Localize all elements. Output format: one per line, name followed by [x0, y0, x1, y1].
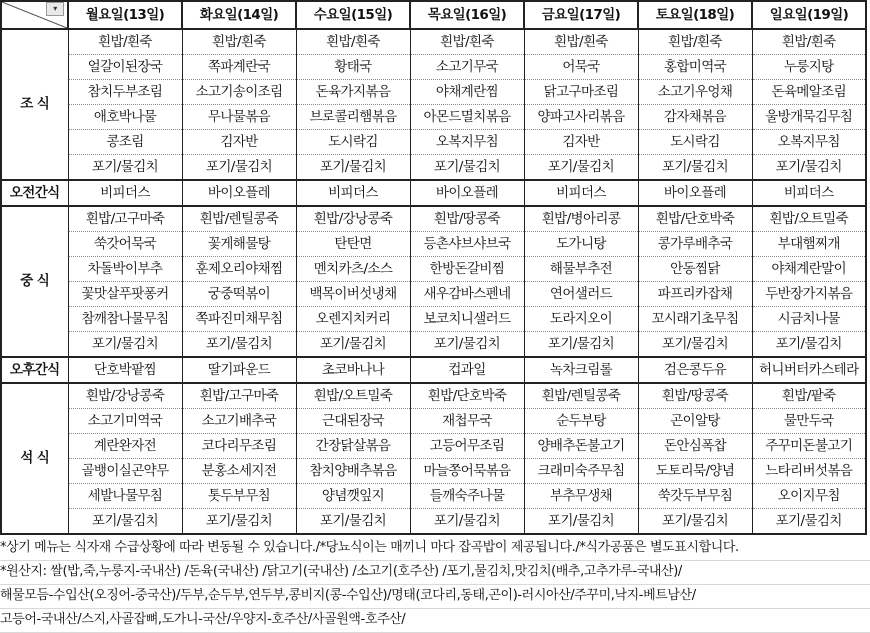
- day-header: 목요일(16일): [410, 1, 524, 29]
- menu-cell: 오복지무침: [410, 130, 524, 155]
- menu-cell: 검은콩두유: [638, 357, 752, 383]
- menu-cell: 포기/물김치: [296, 509, 410, 535]
- menu-cell: 흰밥/오트밀죽: [752, 206, 866, 232]
- filter-dropdown-icon[interactable]: ▾: [46, 2, 64, 16]
- menu-cell: 얼갈이된장국: [68, 55, 182, 80]
- menu-cell: 꼬시래기초무침: [638, 307, 752, 332]
- menu-cell: 포기/물김치: [524, 155, 638, 181]
- menu-cell: 콩가루배추국: [638, 232, 752, 257]
- menu-cell: 쪽파진미채무침: [182, 307, 296, 332]
- menu-row: [1, 55, 866, 80]
- menu-row: [1, 459, 866, 484]
- menu-cell: 골뱅이실곤약무: [68, 459, 182, 484]
- menu-cell: 도가니탕: [524, 232, 638, 257]
- menu-cell: 느타리버섯볶음: [752, 459, 866, 484]
- menu-cell: 돈육가지볶음: [296, 80, 410, 105]
- menu-cell: 컵과일: [410, 357, 524, 383]
- menu-cell: 부추무생채: [524, 484, 638, 509]
- day-header: 월요일(13일): [68, 1, 182, 29]
- note-line: *상기 메뉴는 식자재 수급상황에 따라 변동될 수 있습니다./*당뇨식이는 매끼니 마다 잡곡밥이 제공됩니다./*식가공품은 별도표시합니다.: [0, 540, 739, 555]
- menu-cell: 홍합미역국: [638, 55, 752, 80]
- menu-cell: 두반장가지볶음: [752, 282, 866, 307]
- menu-cell: 야채계란찜: [410, 80, 524, 105]
- note-line: 고등어-국내산/스지,사골잡뼈,도가니-국산/우양지-호주산/사골원액-호주산/: [0, 612, 406, 627]
- menu-cell: 포기/물김치: [296, 332, 410, 358]
- day-header: 토요일(18일): [638, 1, 752, 29]
- menu-cell: 오렌지치커리: [296, 307, 410, 332]
- menu-cell: 감자채볶음: [638, 105, 752, 130]
- menu-cell: 비피더스: [752, 180, 866, 206]
- menu-cell: 울방개묵김무침: [752, 105, 866, 130]
- menu-cell: 차돌박이부추: [68, 257, 182, 282]
- menu-cell: 포기/물김치: [410, 155, 524, 181]
- menu-cell: 흰밥/단호박죽: [410, 383, 524, 409]
- menu-cell: 보코치니샐러드: [410, 307, 524, 332]
- menu-row: [1, 257, 866, 282]
- menu-cell: 순두부탕: [524, 409, 638, 434]
- menu-cell: 세발나물무침: [68, 484, 182, 509]
- menu-cell: 포기/물김치: [524, 509, 638, 535]
- menu-cell: 허니버터카스테라: [752, 357, 866, 383]
- note-line: 해물모듬-수입산(오징어-중국산)/두부,순두부,연두부,콩비지(콩-수입산)/명태(코다리,동태,곤이)-러시아산/주꾸미,낙지-베트남산/: [0, 588, 696, 603]
- menu-cell: 흰밥/흰죽: [410, 29, 524, 55]
- day-header: 수요일(15일): [296, 1, 410, 29]
- menu-cell: 도시락김: [296, 130, 410, 155]
- menu-cell: 돈안심폭찹: [638, 434, 752, 459]
- menu-cell: 양파고사리볶음: [524, 105, 638, 130]
- menu-cell: 김자반: [524, 130, 638, 155]
- menu-row: [1, 206, 866, 232]
- menu-cell: 흰밥/병아리콩: [524, 206, 638, 232]
- menu-cell: 초코바나나: [296, 357, 410, 383]
- menu-cell: 쑥갓두부무침: [638, 484, 752, 509]
- menu-cell: 흰밥/강낭콩죽: [296, 206, 410, 232]
- menu-row: [1, 332, 866, 358]
- menu-cell: 포기/물김치: [68, 332, 182, 358]
- menu-cell: 닭고구마조림: [524, 80, 638, 105]
- menu-cell: 흰밥/땅콩죽: [638, 383, 752, 409]
- menu-row: [1, 307, 866, 332]
- menu-cell: 흰밥/고구마죽: [68, 206, 182, 232]
- note-line: *원산지: 쌀(밥,죽,누룽지-국내산) /돈육(국내산) /닭고기(국내산) /소고기(호주산) /포기,물김치,맛김치(배추,고추가루-국내산)/: [0, 564, 682, 579]
- menu-cell: 흰밥/흰죽: [296, 29, 410, 55]
- menu-cell: 참치양배추볶음: [296, 459, 410, 484]
- menu-cell: 쑥갓어묵국: [68, 232, 182, 257]
- menu-cell: 비피더스: [524, 180, 638, 206]
- menu-cell: 포기/물김치: [68, 509, 182, 535]
- menu-cell: 소고기미역국: [68, 409, 182, 434]
- menu-cell: 크래미숙주무침: [524, 459, 638, 484]
- menu-cell: 흰밥/흰죽: [524, 29, 638, 55]
- menu-cell: 포기/물김치: [752, 332, 866, 358]
- menu-row: [1, 105, 866, 130]
- menu-cell: 톳두부무침: [182, 484, 296, 509]
- header-row: [1, 1, 866, 29]
- menu-cell: 새우감바스펜네: [410, 282, 524, 307]
- menu-cell: 딸기파운드: [182, 357, 296, 383]
- menu-cell: 포기/물김치: [182, 155, 296, 181]
- menu-cell: 바이오플레: [410, 180, 524, 206]
- menu-cell: 비피더스: [296, 180, 410, 206]
- menu-row: [1, 155, 866, 181]
- menu-cell: 소고기송이조림: [182, 80, 296, 105]
- menu-cell: 아몬드멸치볶음: [410, 105, 524, 130]
- menu-cell: 시금치나물: [752, 307, 866, 332]
- menu-cell: 애호박나물: [68, 105, 182, 130]
- menu-cell: 포기/물김치: [752, 155, 866, 181]
- menu-cell: 도라지오이: [524, 307, 638, 332]
- menu-cell: 분홍소세지전: [182, 459, 296, 484]
- menu-cell: 쪽파계란국: [182, 55, 296, 80]
- menu-cell: 비피더스: [68, 180, 182, 206]
- menu-cell: 흰밥/흰죽: [182, 29, 296, 55]
- menu-cell: 계란완자전: [68, 434, 182, 459]
- menu-cell: 꽃맛살푸팟퐁커: [68, 282, 182, 307]
- menu-cell: 바이오플레: [638, 180, 752, 206]
- menu-cell: 야채계란말이: [752, 257, 866, 282]
- menu-cell: 도토리묵/양념: [638, 459, 752, 484]
- day-header: 일요일(19일): [752, 1, 866, 29]
- menu-cell: 백목이버섯냉채: [296, 282, 410, 307]
- menu-cell: 재첩무국: [410, 409, 524, 434]
- menu-row: [1, 29, 866, 55]
- menu-cell: 황태국: [296, 55, 410, 80]
- menu-cell: 단호박팥찜: [68, 357, 182, 383]
- menu-row: [1, 130, 866, 155]
- menu-cell: 등촌샤브샤브국: [410, 232, 524, 257]
- menu-cell: 소고기우엉채: [638, 80, 752, 105]
- menu-cell: 흰밥/흰죽: [638, 29, 752, 55]
- menu-cell: 고등어무조림: [410, 434, 524, 459]
- menu-cell: 탄탄면: [296, 232, 410, 257]
- menu-cell: 브로콜리햄볶음: [296, 105, 410, 130]
- snack-row: [1, 180, 866, 206]
- menu-cell: 마늘쫑어묵볶음: [410, 459, 524, 484]
- menu-cell: 포기/물김치: [410, 509, 524, 535]
- menu-row: [1, 409, 866, 434]
- menu-cell: 훈제오리야채찜: [182, 257, 296, 282]
- menu-cell: 누룽지탕: [752, 55, 866, 80]
- menu-cell: 들깨숙주나물: [410, 484, 524, 509]
- menu-cell: 포기/물김치: [752, 509, 866, 535]
- menu-cell: 도시락김: [638, 130, 752, 155]
- meal-label: 오전간식: [1, 180, 68, 206]
- menu-cell: 양배추돈불고기: [524, 434, 638, 459]
- menu-cell: 흰밥/흰죽: [752, 29, 866, 55]
- menu-cell: 한방돈갈비찜: [410, 257, 524, 282]
- menu-cell: 멘치카츠/소스: [296, 257, 410, 282]
- menu-cell: 흰밥/팥죽: [752, 383, 866, 409]
- snack-row: [1, 357, 866, 383]
- menu-cell: 포기/물김치: [638, 509, 752, 535]
- menu-cell: 포기/물김치: [68, 155, 182, 181]
- menu-cell: 양념깻잎지: [296, 484, 410, 509]
- meal-label: 조 식: [1, 29, 68, 180]
- menu-row: [1, 509, 866, 535]
- menu-cell: 물만두국: [752, 409, 866, 434]
- menu-cell: 무나물볶음: [182, 105, 296, 130]
- menu-cell: 코다리무조림: [182, 434, 296, 459]
- menu-cell: 부대햄찌개: [752, 232, 866, 257]
- menu-row: [1, 282, 866, 307]
- menu-cell: 오복지무침: [752, 130, 866, 155]
- menu-row: [1, 484, 866, 509]
- menu-cell: 궁중떡볶이: [182, 282, 296, 307]
- menu-cell: 포기/물김치: [182, 509, 296, 535]
- menu-cell: 흰밥/고구마죽: [182, 383, 296, 409]
- menu-cell: 간장닭살볶음: [296, 434, 410, 459]
- menu-cell: 흰밥/흰죽: [68, 29, 182, 55]
- menu-cell: 흰밥/땅콩죽: [410, 206, 524, 232]
- menu-cell: 흰밥/렌틸콩죽: [524, 383, 638, 409]
- menu-cell: 해물부추전: [524, 257, 638, 282]
- menu-cell: 참깨참나물무침: [68, 307, 182, 332]
- menu-cell: 소고기배추국: [182, 409, 296, 434]
- menu-cell: 콩조림: [68, 130, 182, 155]
- day-header: 화요일(14일): [182, 1, 296, 29]
- menu-row: [1, 434, 866, 459]
- menu-cell: 김자반: [182, 130, 296, 155]
- menu-cell: 포기/물김치: [524, 332, 638, 358]
- menu-cell: 안동찜닭: [638, 257, 752, 282]
- menu-cell: 돈육메알조림: [752, 80, 866, 105]
- menu-cell: 포기/물김치: [638, 332, 752, 358]
- menu-cell: 흰밥/오트밀죽: [296, 383, 410, 409]
- menu-cell: 꽃게해물탕: [182, 232, 296, 257]
- menu-row: [1, 80, 866, 105]
- menu-cell: 바이오플레: [182, 180, 296, 206]
- menu-cell: 포기/물김치: [638, 155, 752, 181]
- menu-cell: 참치두부조림: [68, 80, 182, 105]
- menu-cell: 주꾸미돈불고기: [752, 434, 866, 459]
- menu-cell: 포기/물김치: [410, 332, 524, 358]
- menu-cell: 연어샐러드: [524, 282, 638, 307]
- menu-cell: 소고기무국: [410, 55, 524, 80]
- menu-row: [1, 383, 866, 409]
- menu-cell: 흰밥/단호박죽: [638, 206, 752, 232]
- meal-label: 석 식: [1, 383, 68, 534]
- day-header: 금요일(17일): [524, 1, 638, 29]
- menu-cell: 포기/물김치: [296, 155, 410, 181]
- menu-cell: 파프리카잡채: [638, 282, 752, 307]
- menu-cell: 곤이알탕: [638, 409, 752, 434]
- menu-cell: 녹차크림롤: [524, 357, 638, 383]
- menu-cell: 오이지무침: [752, 484, 866, 509]
- meal-label: 중 식: [1, 206, 68, 357]
- menu-cell: 흰밥/렌틸콩죽: [182, 206, 296, 232]
- menu-cell: 포기/물김치: [182, 332, 296, 358]
- meal-label: 오후간식: [1, 357, 68, 383]
- menu-cell: 근대된장국: [296, 409, 410, 434]
- menu-cell: 흰밥/강낭콩죽: [68, 383, 182, 409]
- menu-cell: 어묵국: [524, 55, 638, 80]
- corner-cell: [1, 1, 68, 29]
- menu-row: [1, 232, 866, 257]
